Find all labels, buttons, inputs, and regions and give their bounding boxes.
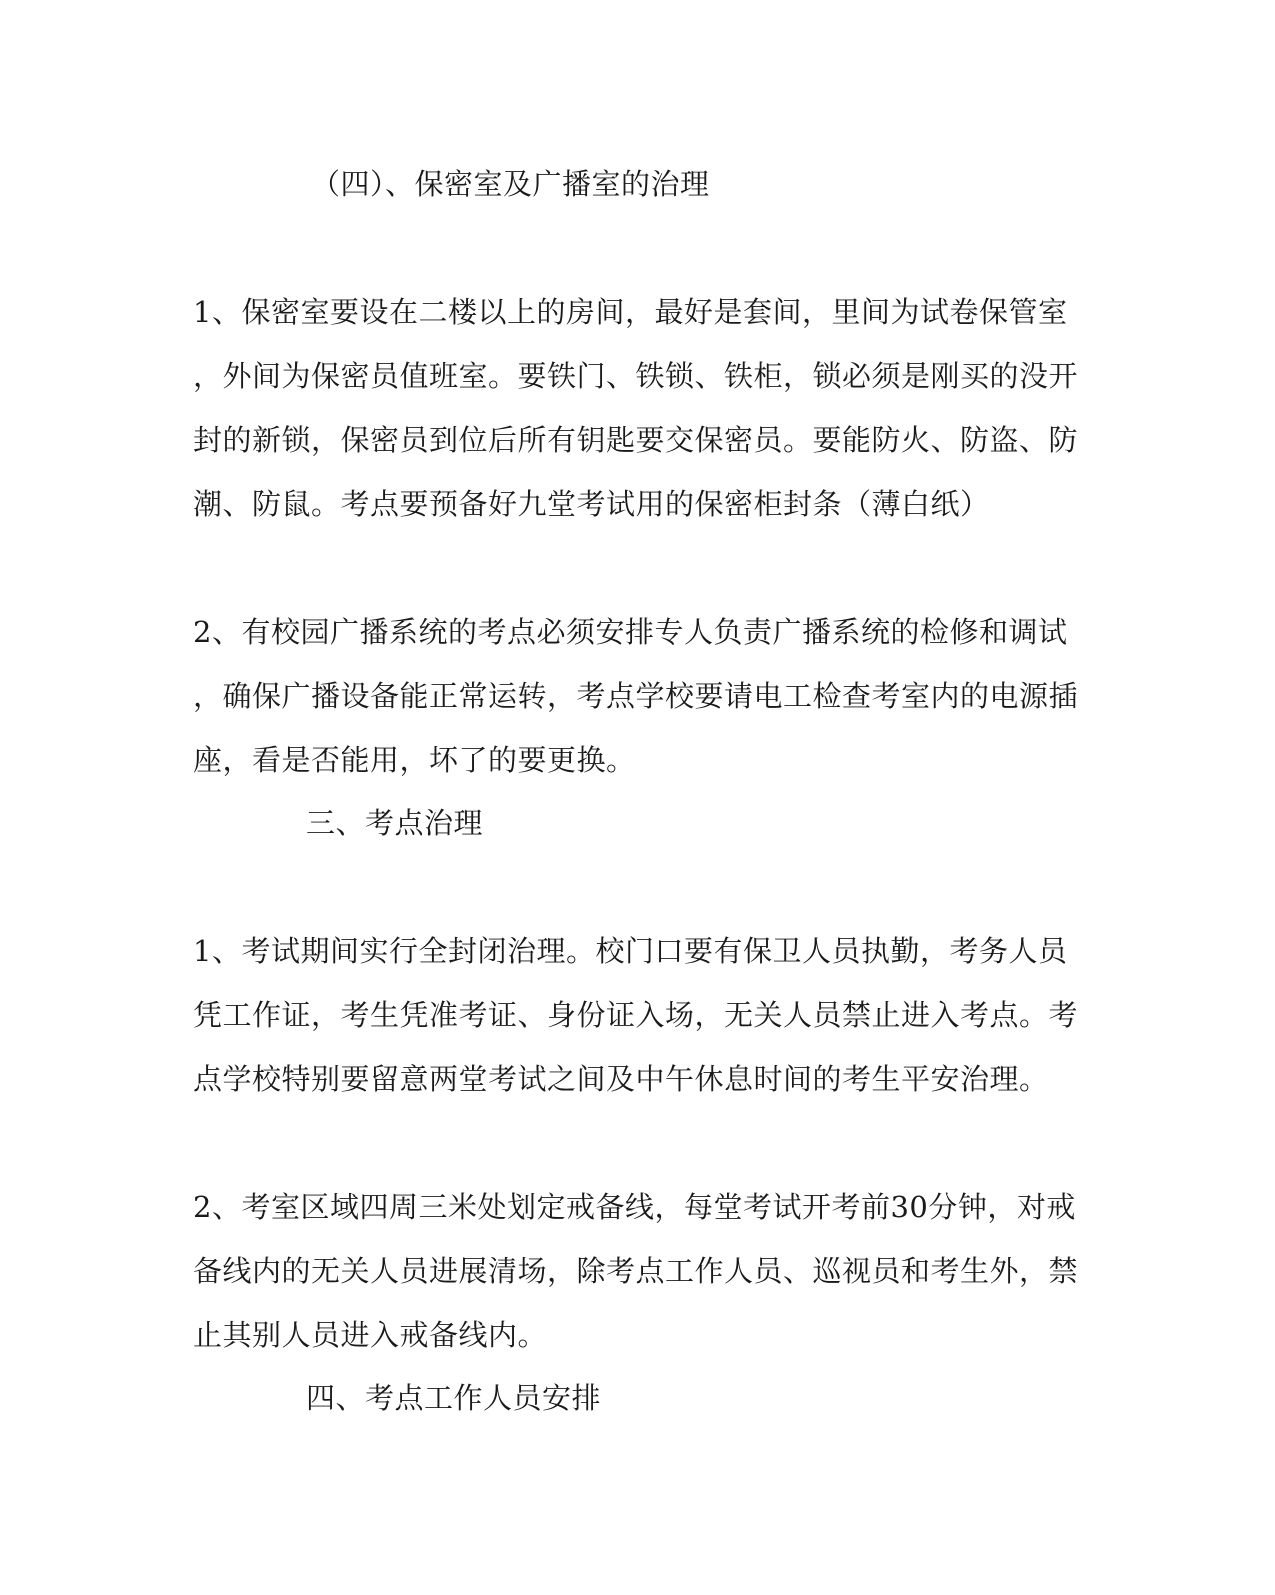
paragraph-line: 点学校特别要留意两堂考试之间及中午休息时间的考生平安治理。 [193,1062,1049,1096]
paragraph-line: 备线内的无关人员进展清场，除考点工作人员、巡视员和考生外，禁 [193,1254,1079,1288]
paragraph-line: 止其别人员进入戒备线内。 [193,1318,548,1352]
paragraph-line: ，确保广播设备能正常运转，考点学校要请电工检查考室内的电源插 [193,679,1079,713]
paragraph-line: ，外间为保密员值班室。要铁门、铁锁、铁柜，锁必须是刚买的没开 [193,359,1079,393]
section-heading: 四、考点工作人员安排 [306,1381,602,1415]
subsection-heading: （四）、保密室及广播室的治理 [311,167,710,201]
paragraph-line: 座，看是否能用，坏了的要更换。 [193,743,636,777]
paragraph-line: 潮、防鼠。考点要预备好九堂考试用的保密柜封条（薄白纸） [193,487,990,521]
paragraph-line: 2、考室区域四周三米处划定戒备线，每堂考试开考前30分钟，对戒 [193,1190,1076,1224]
paragraph-line: 封的新锁，保密员到位后所有钥匙要交保密员。要能防火、防盗、防 [193,423,1079,457]
paragraph-line: 2、有校园广播系统的考点必须安排专人负责广播系统的检修和调试 [193,615,1068,649]
section-heading: 三、考点治理 [306,806,484,840]
paragraph-line: 1、考试期间实行全封闭治理。校门口要有保卫人员执勤，考务人员 [193,934,1068,968]
paragraph-line: 1、保密室要设在二楼以上的房间，最好是套间，里间为试卷保管室 [193,295,1068,329]
paragraph-line: 凭工作证，考生凭准考证、身份证入场，无关人员禁止进入考点。考 [193,998,1079,1032]
